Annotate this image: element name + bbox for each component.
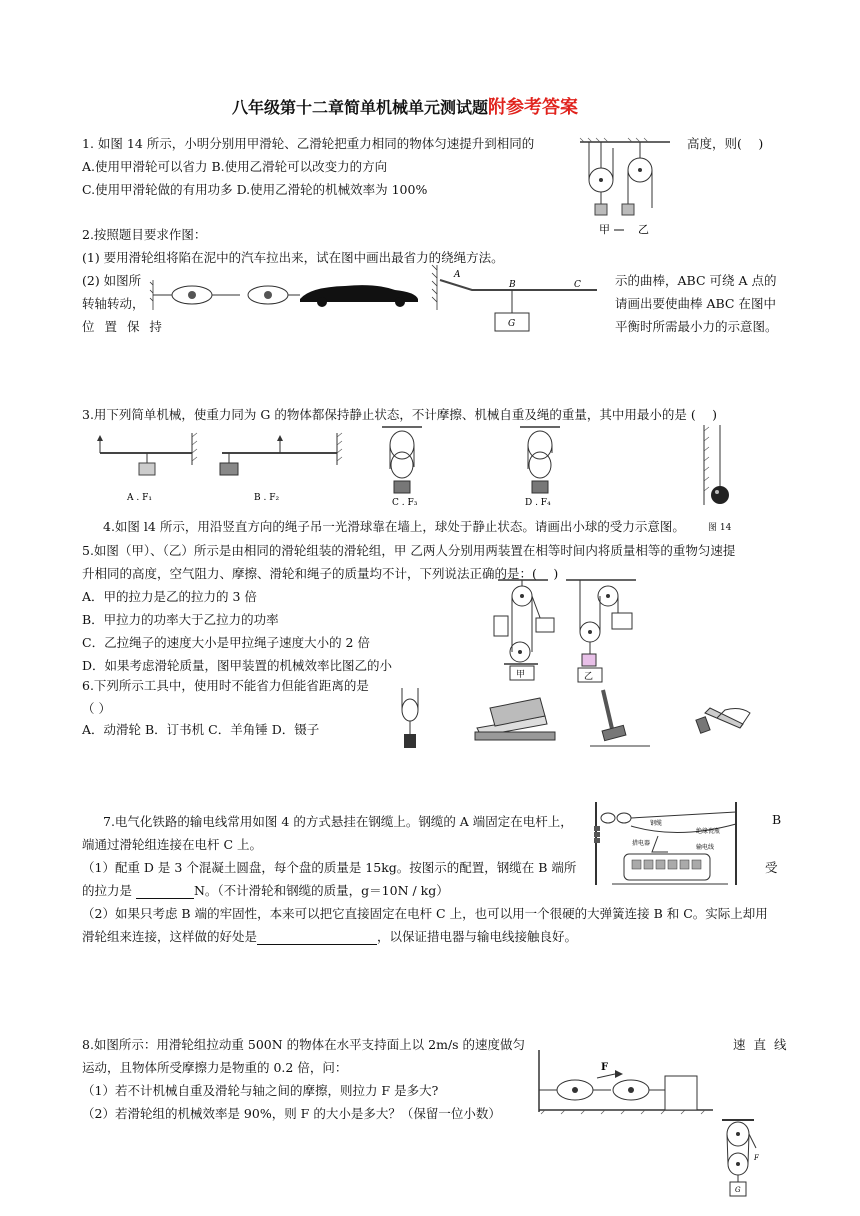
- q7-fig-label-collector: 措电器: [632, 840, 651, 847]
- q7-part1-end: 受: [765, 860, 778, 875]
- q8-stem-1-end: 速 直 线: [733, 1037, 789, 1052]
- q2-line4-right: 请画出要使曲棒 ABC 在图中: [615, 296, 776, 311]
- q2-part2-left: (2) 如图所: [82, 273, 142, 288]
- q5-fig-label-yi: 乙: [584, 672, 594, 682]
- q7-stem-1-end: B: [772, 812, 782, 827]
- q4-fig-caption: 图 14: [708, 523, 732, 533]
- q8-part1: （1）若不计机械自重及滑轮与轴之间的摩擦，则拉力 F 是多大?: [82, 1083, 439, 1098]
- q2-fig-label-g: G: [508, 319, 516, 329]
- q7-fig-label-insulator: 绝缘瓷瓶: [696, 828, 721, 835]
- q1-fig-label-jia: 甲: [599, 223, 610, 236]
- q5-fig-label-jia: 甲: [516, 670, 526, 680]
- q2-part1: (1) 要用滑轮组将陷在泥中的汽车拉出来，试在图中画出最省力的绕绳方法。: [82, 250, 504, 265]
- q3-machines-figure: [92, 425, 732, 510]
- q6-bracket: （ ）: [82, 701, 111, 716]
- q5-pulley-figure: [490, 578, 640, 683]
- q8-horizontal-pulley-figure: [535, 1050, 715, 1115]
- q8-stem-1: 8.如图所示：用滑轮组拉动重 500N 的物体在水平支持面上以 2m/s 的速度做匀: [82, 1037, 526, 1052]
- q5-option-c: C．乙拉绳子的速度大小是甲拉绳子速度大小的 2 倍: [82, 635, 370, 650]
- q2-line5-right: 平衡时所需最小力的示意图。: [615, 319, 778, 334]
- q8-fig-label-g: G: [735, 1186, 741, 1194]
- q1-stem: 1. 如图 14 所示，小明分别用甲滑轮、乙滑轮把重力相同的物体匀速提升到相同的: [82, 136, 535, 151]
- q5-option-a: A．甲的拉力是乙的拉力的 3 倍: [82, 589, 257, 604]
- q7-fig-label-cable: 钢缆: [650, 820, 663, 827]
- q1-options-ab: A.使用甲滑轮可以省力 B.使用乙滑轮可以改变力的方向: [82, 159, 388, 174]
- q3-caption-a: A . F₁: [127, 493, 152, 503]
- q7-part2-line2: [82, 927, 577, 945]
- q3-caption-d: D . F₄: [525, 498, 551, 508]
- q8-vertical-pulley-figure: [708, 1118, 768, 1198]
- q3-caption-b: B . F₂: [254, 493, 280, 503]
- title-main: 八年级第十二章简单机械单元测试题: [232, 98, 489, 117]
- q8-fig-label-f2: F: [754, 1154, 759, 1162]
- q2-fig-label-c: C: [574, 280, 581, 290]
- q7-stem-1: 7.电气化铁路的输电线常用如图 4 的方式悬挂在钢缆上。钢缆的 A 端固定在电杆上，: [103, 814, 573, 829]
- q1-fig-label-yi: 乙: [638, 223, 649, 236]
- q6-stem: 6.下列所示工具中，使用时不能省力但能省距离的是: [82, 678, 369, 693]
- q3-caption-c: C . F₃: [392, 498, 418, 508]
- q2-line4-left: 转轴转动，: [82, 296, 145, 311]
- q4-stem: 4.如图 l4 所示，用沿竖直方向的绳子吊一光滑球靠在墙上，球处于静止状态。请画出小球的受力示意图。: [103, 519, 685, 534]
- q2-stem: 2.按照题目要求作图：: [82, 227, 207, 242]
- q7-stem-2: 端通过滑轮组连接在电杆 C 上。: [82, 837, 263, 852]
- q6-tools-figure: [395, 688, 755, 758]
- q8-part2: （2）若滑轮组的机械效率是 90%，则 F 的大小是多大？（保留一位小数）: [82, 1106, 501, 1121]
- q5-option-d: D．如果考虑滑轮质量，图甲装置的机械效率比图乙的小: [82, 658, 393, 673]
- q2-bent-rod-figure: [432, 265, 602, 335]
- q5-stem-1: 5.如图（甲）、（乙）所示是由相同的滑轮组装的滑轮组，甲 乙两人分别用两装置在相等时间内将质量相等的重物匀速提: [82, 543, 736, 558]
- q2-car-pulley-figure: [150, 275, 430, 315]
- q7-part2-suffix: ，以保证措电器与输电线接触良好。: [377, 929, 578, 944]
- q1-pulley-figure: [580, 138, 680, 236]
- q7-part1-suffix: N。（不计滑轮和钢缆的质量，g＝10N / kg）: [193, 883, 449, 898]
- q2-line5-left: 位 置 保 持: [82, 319, 165, 334]
- q7-part2-prefix: 滑轮组来连接，这样做的好处是: [82, 929, 258, 944]
- q8-stem-2: 运动，且物体所受摩擦力是物重的 0.2 倍，问：: [82, 1060, 348, 1075]
- q1-stem-end: 高度，则( ): [687, 136, 764, 151]
- q1-options-cd: C.使用甲滑轮做的有用功多 D.使用乙滑轮的机械效率为 100%: [82, 182, 428, 197]
- q3-stem: 3.用下列简单机械，使重力同为 G 的物体都保持静止状态，不计摩擦、机械自重及绳的重量，其中用最小的是 ( ): [82, 407, 718, 422]
- q7-answer-blank-benefit[interactable]: [257, 929, 377, 945]
- q8-fig-label-f: F: [601, 1062, 609, 1073]
- q7-fig-label-wire: 输电线: [696, 844, 715, 851]
- q5-stem-2: 升相同的高度，空气阻力、摩擦、滑轮和绳子的质量均不计，下列说法正确的是：( ): [82, 566, 559, 581]
- title-answer-suffix: 附参考答案: [488, 97, 579, 118]
- page-title: [232, 93, 578, 119]
- q7-part1: （1）配重 D 是 3 个混凝土圆盘，每个盘的质量是 15kg。按图示的配置，钢缆在 B 端所: [82, 860, 577, 875]
- q2-fig-label-b: B: [509, 280, 516, 290]
- q5-option-b: B．甲拉力的功率大于乙拉力的功率: [82, 612, 279, 627]
- q2-part2-right: 示的曲棒，ABC 可绕 A 点的: [615, 273, 777, 288]
- q6-options: A．动滑轮 B．订书机 C．羊角锤 D．镊子: [82, 722, 320, 737]
- q7-railway-figure: [588, 800, 748, 885]
- q7-answer-blank-force[interactable]: [136, 883, 194, 899]
- q7-part2: （2）如果只考虑 B 端的牢固性，本来可以把它直接固定在电杆 C 上，也可以用一个很硬的大弹簧连接 B 和 C。实际上却用: [82, 906, 768, 921]
- q7-part1-line2: [82, 881, 449, 899]
- q2-fig-label-a: A: [454, 270, 461, 280]
- q7-part1-prefix: 的拉力是: [82, 883, 136, 898]
